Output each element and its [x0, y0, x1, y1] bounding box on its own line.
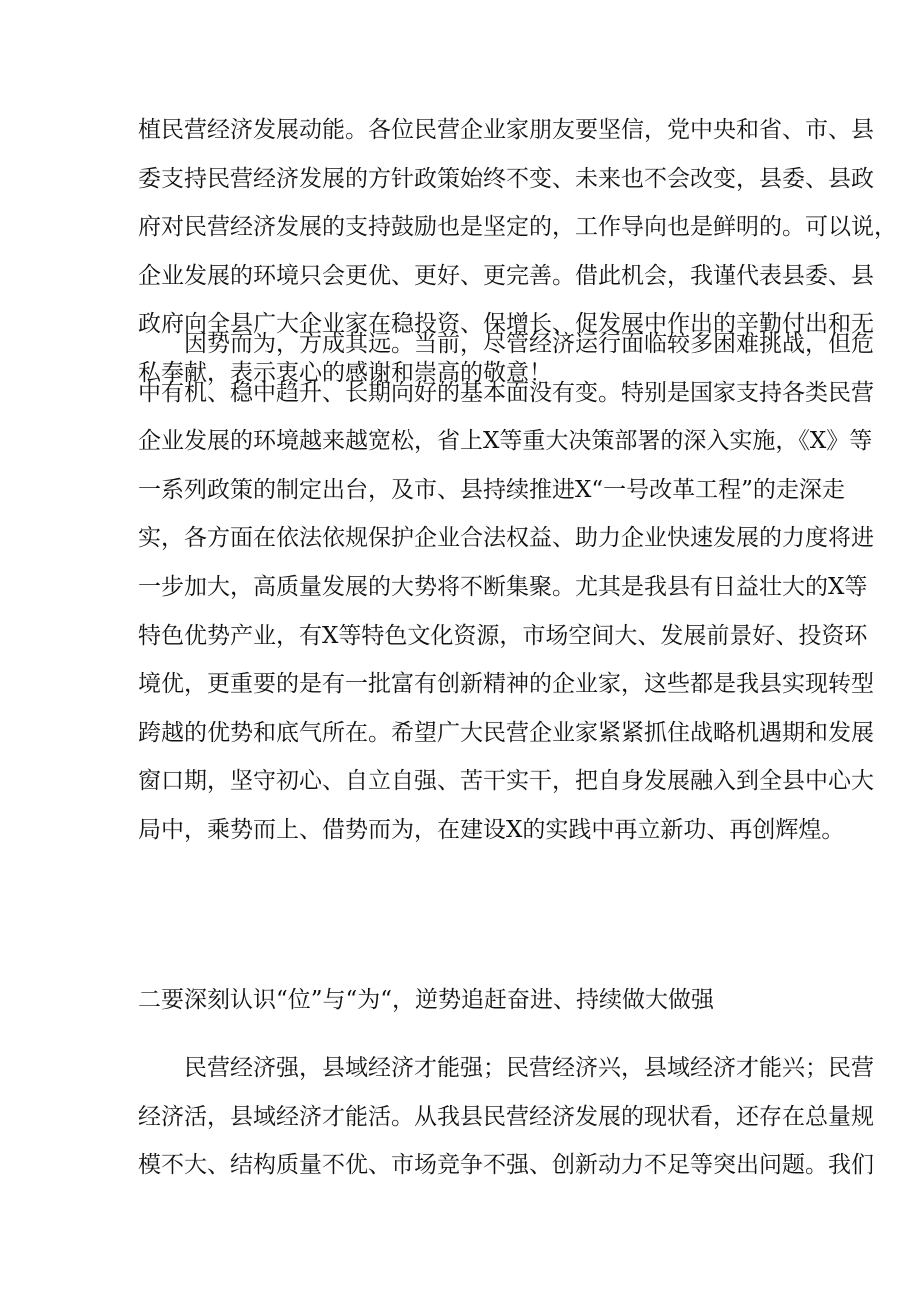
text-line: 特色优势产业，有X等特色文化资源，市场空间大、发展前景好、投资环 — [138, 622, 868, 649]
heading-text: 二要深刻认识“位”与“为“，逆势追赶奋进、持续做大做强 — [138, 987, 715, 1013]
text-line: 企业发展的环境越来越宽松，省上X等重大决策部署的深入实施，《X》等 — [138, 428, 873, 455]
text-line: 植民营经济发展动能。各位民营企业家朋友要坚信，党中央和省、市、县 — [138, 117, 874, 143]
section-heading — [138, 976, 786, 1025]
text-line: 政府向全县广大企业家在稳投资、保增长、促发展中作出的辛勤付出和无 — [138, 311, 874, 338]
text-line: 模不大、结构质量不优、市场竞争不强、创新动力不足等突出问题。我们 — [138, 1152, 874, 1179]
text-line: 民营经济强，县域经济才能强；民营经济兴，县域经济才能兴；民营 — [184, 1055, 874, 1081]
text-line: 实，各方面在依法依规保护企业合法权益、助力企业快速发展的力度将进 — [138, 525, 874, 552]
text-line: 局中，乘势而上、借势而为，在建设X的实践中再立新功、再创辉煌。 — [138, 816, 845, 843]
text-line: 跨越的优势和底气所在。希望广大民营企业家紧紧抓住战略机遇期和发展 — [138, 719, 874, 746]
text-line: 企业发展的环境只会更优、更好、更完善。借此机会，我谨代表县委、县 — [138, 262, 874, 289]
text-line: 一步加大，高质量发展的大势将不断集聚。尤其是我县有日益壮大的X等 — [138, 573, 868, 600]
paragraph-momentum — [138, 320, 874, 855]
text-line: 因势而为，方成其远。当前，尽管经济运行面临较多困难挑战，但危 — [184, 331, 874, 357]
paragraph-private-economy — [138, 1044, 874, 1190]
text-line: 府对民营经济发展的支持鼓励也是坚定的，工作导向也是鲜明的。可以说， — [138, 214, 897, 241]
text-line: 经济活，县域经济才能活。从我县民营经济发展的现状看，还存在总量规 — [138, 1103, 874, 1130]
text-line: 窗口期，坚守初心、自立自强、苦干实干，把自身发展融入到全县中心大 — [138, 768, 874, 795]
text-line: 中有机、稳中趋升、长期向好的基本面没有变。特别是国家支持各类民营 — [138, 379, 874, 406]
text-line: 委支持民营经济发展的方针政策始终不变、未来也不会改变，县委、县政 — [138, 165, 874, 192]
text-line: 私奉献，表示衷心的感谢和崇高的敬意！ — [138, 359, 552, 386]
text-line: 一系列政策的制定出台，及市、县持续推进X“一号改革工程”的走深走 — [138, 476, 845, 503]
text-line: 境优，更重要的是有一批富有创新精神的企业家，这些都是我县实现转型 — [138, 671, 874, 698]
